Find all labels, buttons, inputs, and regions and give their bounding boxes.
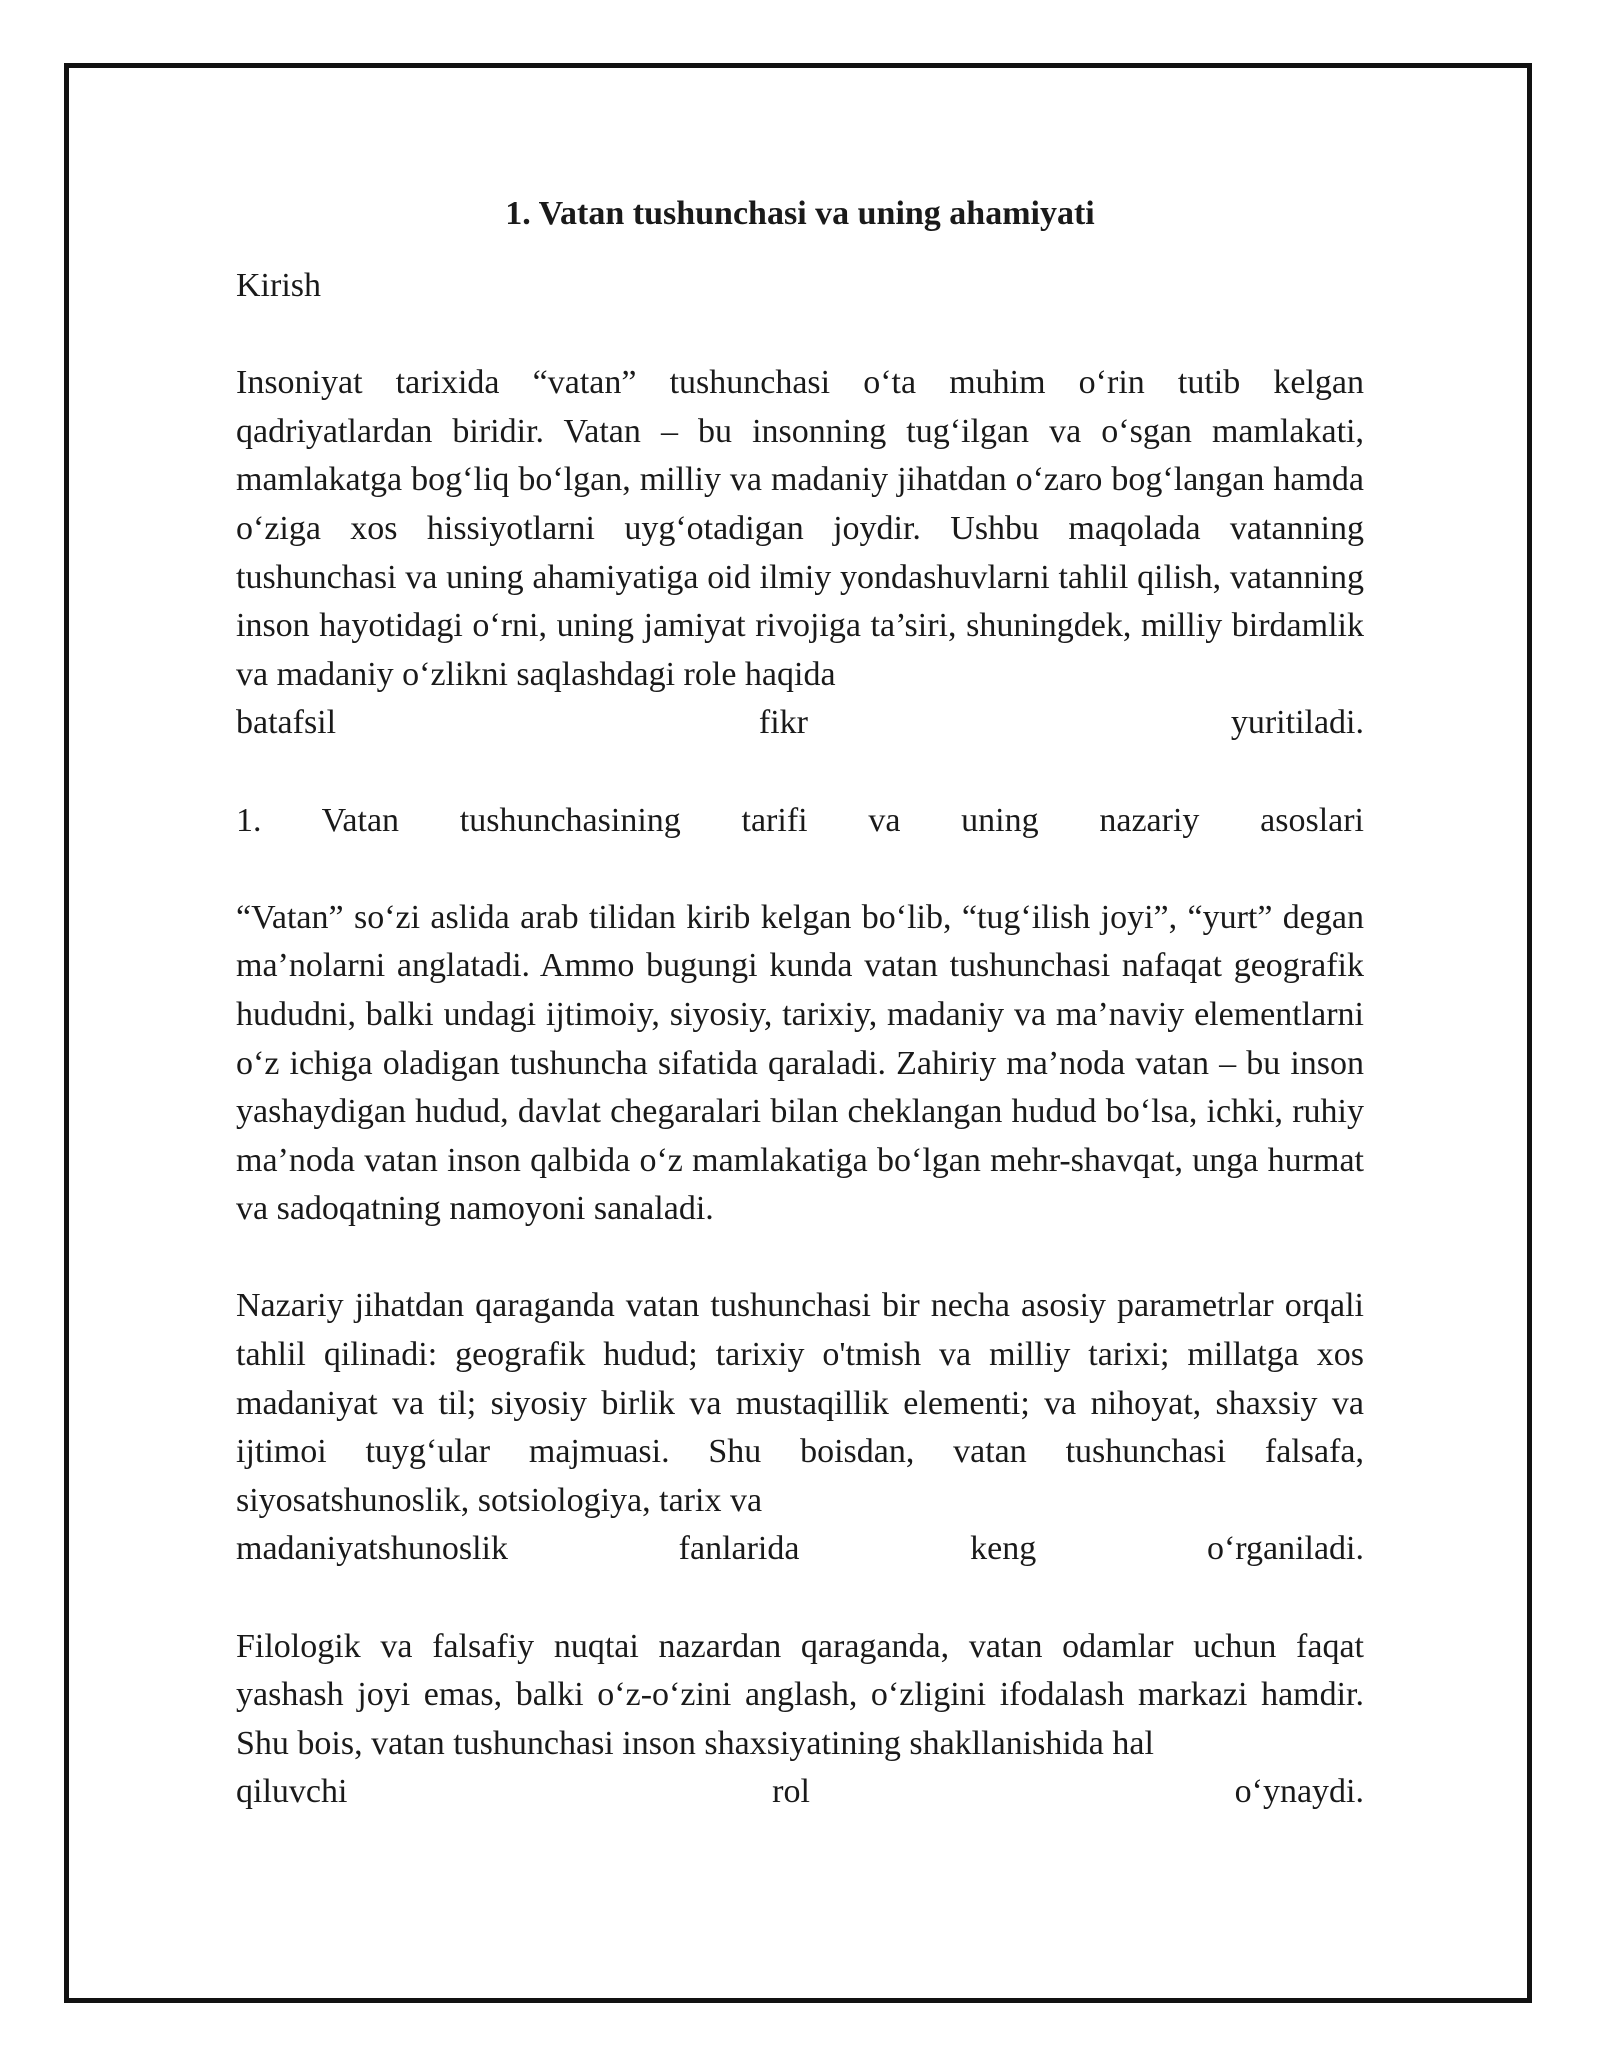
paragraph-theory: Nazariy jihatdan qaraganda vatan tushunchasi bir necha asosiy parametrlar orqali tahlil qilinadi: geografik hudud; tarixiy o'tmish va milliy tarixi; millatga xos madaniyat va til; siyosiy birlik va mustaqillik elementi; va nihoyat, shaxsiy va ijtimoi tuyg‘ular majmuasi. Shu boisdan, vatan tushunchasi falsafa, siyosatshunoslik, sotsiologiya, tarix va — [236, 1287, 1364, 1519]
paragraph-philology-last-line: qiluvchi rol o‘ynaydi. — [236, 1773, 1364, 1811]
spacer — [236, 1234, 1364, 1283]
spacer — [236, 845, 1364, 894]
spacer — [236, 748, 1364, 797]
paragraph-philology: Filologik va falsafiy nuqtai nazardan qaraganda, vatan odamlar uchun faqat yashash joyi emas, balki o‘z-o‘zini anglash, o‘zligini ifodalash markazi hamdir. Shu bois, vatan tushunchasi inson shaxsiyatining shakllanishida hal — [236, 1627, 1364, 1762]
paragraph-definition: “Vatan” so‘zi aslida arab tilidan kirib kelgan bo‘lib, “tug‘ilish joyi”, “yurt” degan ma’nolarni anglatadi. Ammo bugungi kunda vatan tushunchasi nafaqat geografik hududni, balki undagi ijtimoiy, siyosiy, tarixiy, madaniy va ma’naviy elementlarni o‘z ichiga oladigan tushuncha sifatida qaraladi. Zahiriy ma’noda vatan – bu inson yashaydigan hudud, davlat chegaralari bilan cheklangan hudud bo‘lsa, ichki, ruhiy ma’noda vatan inson qalbida o‘z mamlakatiga bo‘lgan mehr-shavqat, unga hurmat va sadoqatning namoyoni sanaladi. — [236, 898, 1364, 1228]
paragraph-intro-last-line: batafsil fikr yuritiladi. — [236, 704, 1364, 742]
intro-heading: Kirish — [236, 267, 321, 304]
spacer — [236, 1574, 1364, 1623]
section-heading: 1. Vatan tushunchasining tarifi va uning nazariy asoslari — [236, 801, 1364, 839]
document-body — [236, 190, 1364, 1817]
paragraph-intro: Insoniyat tarixida “vatan” tushunchasi o‘ta muhim o‘rin tutib kelgan qadriyatlardan biridir. Vatan – bu insonning tug‘ilgan va o‘sgan mamlakati, mamlakatga bog‘liq bo‘lgan, milliy va madaniy jihatdan o‘zaro bog‘langan hamda o‘ziga xos hissiyotlarni uyg‘otadigan joydir. Ushbu maqolada vatanning tushunchasi va uning ahamiyatiga oid ilmiy yondashuvlarni tahlil qilish, vatanning inson hayotidagi o‘rni, uning jamiyat rivojiga ta’siri, shuningdek, milliy birdamlik va madaniy o‘zlikni saqlashdagi role haqida — [236, 364, 1364, 693]
paragraph-theory-last-line: madaniyatshunoslik fanlarida keng o‘rganiladi. — [236, 1530, 1364, 1568]
document-title: 1. Vatan tushunchasi va uning ahamiyati — [505, 195, 1095, 232]
spacer — [236, 311, 1364, 360]
